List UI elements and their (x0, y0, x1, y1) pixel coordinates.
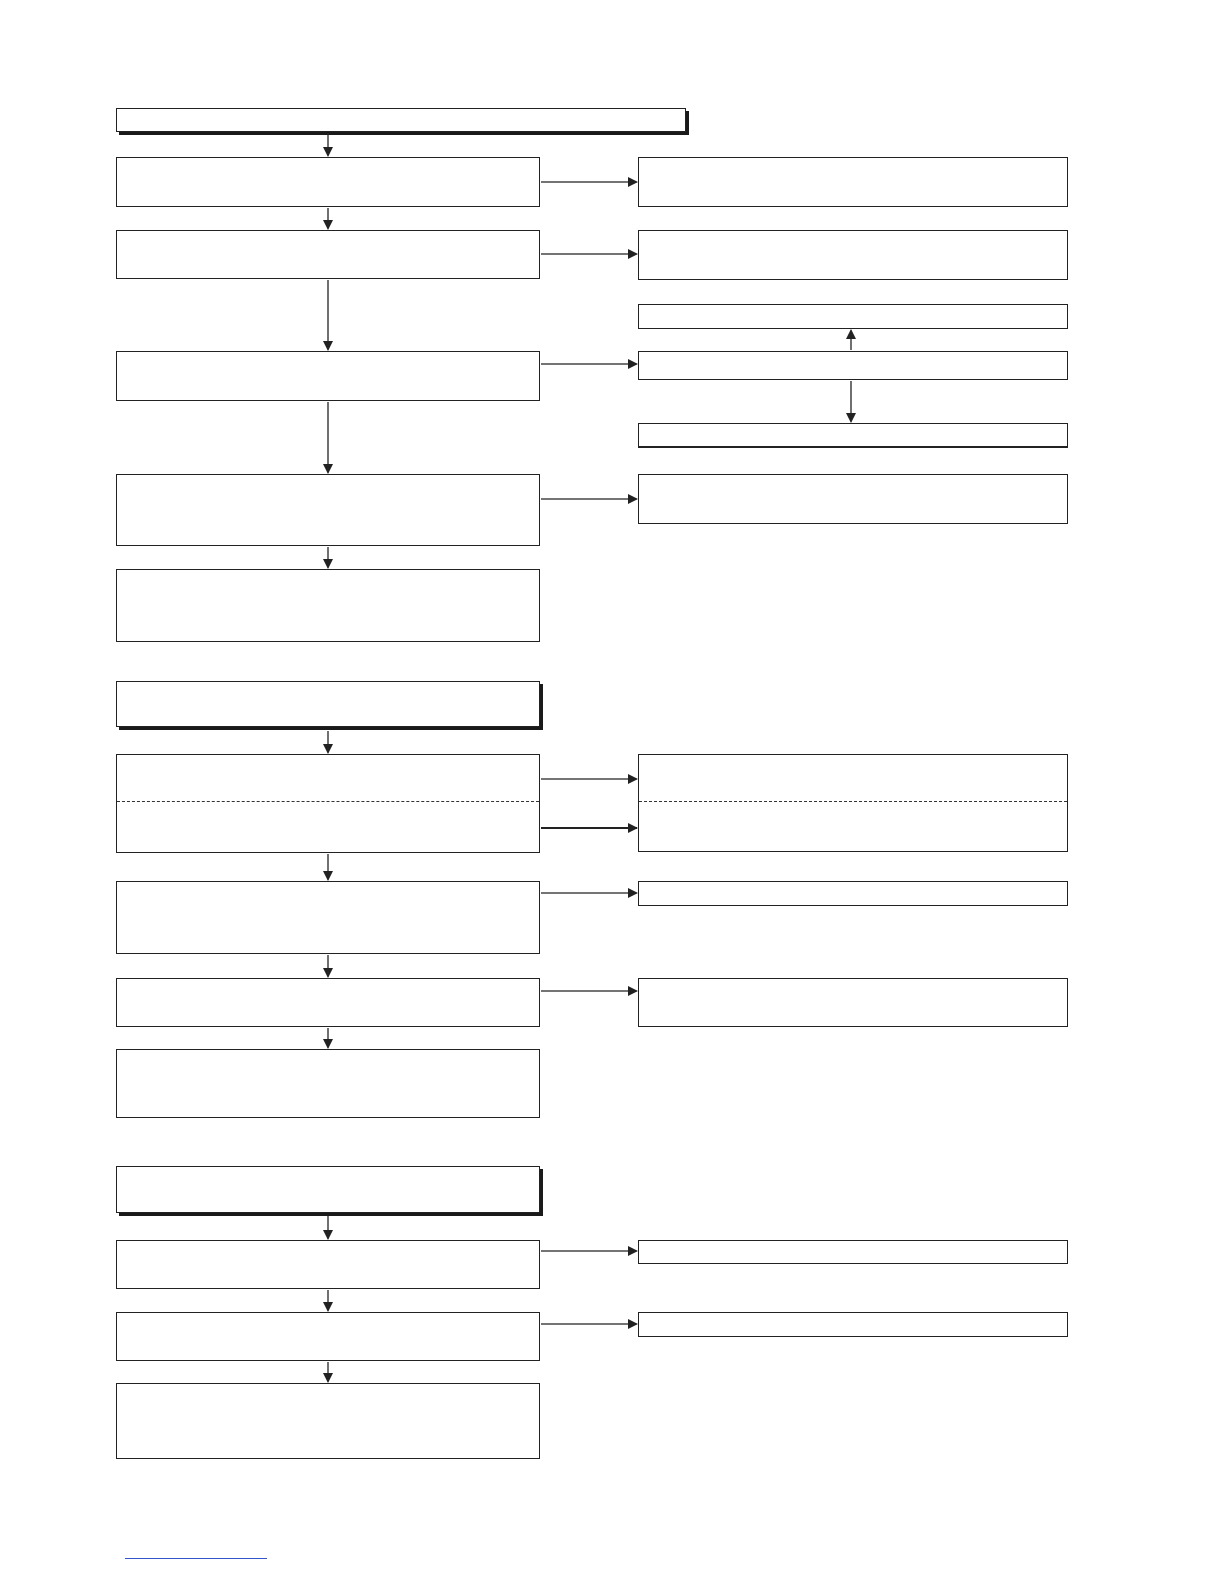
footer-link[interactable] (125, 1558, 267, 1559)
